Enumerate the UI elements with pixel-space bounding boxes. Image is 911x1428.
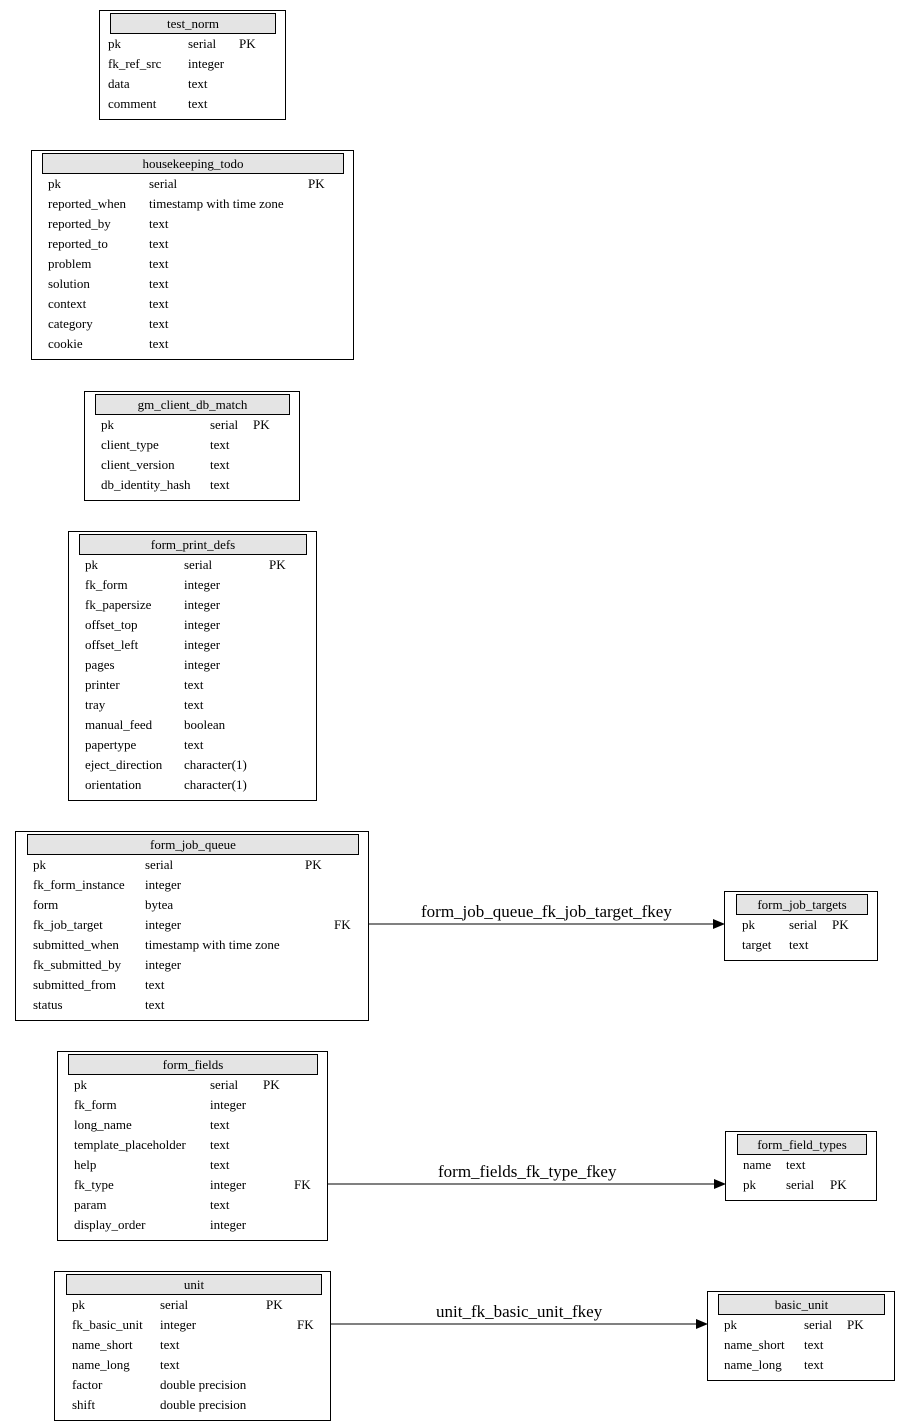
column-key: PK	[832, 917, 849, 932]
column-type: serial	[160, 1297, 189, 1312]
table-form-fields	[57, 1051, 328, 1241]
column-name: pk	[72, 1297, 85, 1312]
column-row	[58, 1135, 327, 1155]
column-row	[85, 475, 299, 495]
table-basic-unit	[707, 1291, 895, 1381]
column-row	[55, 1315, 330, 1335]
column-name: reported_when	[48, 196, 126, 211]
column-name: fk_ref_src	[108, 56, 162, 71]
column-row	[100, 94, 285, 114]
column-row	[100, 54, 285, 74]
column-row	[55, 1375, 330, 1395]
column-type: boolean	[184, 717, 226, 732]
column-name: fk_papersize	[85, 597, 152, 612]
column-type: serial	[210, 417, 239, 432]
column-name: pk	[108, 36, 121, 51]
column-name: long_name	[74, 1117, 132, 1132]
column-type: double precision	[160, 1377, 247, 1392]
column-type: text	[210, 1117, 230, 1132]
column-name: status	[33, 997, 63, 1012]
column-row	[85, 455, 299, 475]
column-type: integer	[210, 1097, 247, 1112]
column-name: offset_top	[85, 617, 138, 632]
relation-label: unit_fk_basic_unit_fkey	[436, 1302, 603, 1321]
column-row	[69, 775, 316, 795]
table-title: gm_client_db_match	[95, 394, 290, 415]
column-type: text	[149, 236, 169, 251]
column-row	[69, 575, 316, 595]
column-name: shift	[72, 1397, 96, 1412]
column-name: client_type	[101, 437, 159, 452]
column-row	[32, 334, 353, 354]
column-row	[16, 875, 368, 895]
column-key: FK	[334, 917, 351, 932]
column-row	[85, 435, 299, 455]
column-name: category	[48, 316, 93, 331]
column-type: integer	[184, 597, 221, 612]
column-name: pk	[74, 1077, 87, 1092]
column-name: name	[743, 1157, 772, 1172]
column-name: tray	[85, 697, 106, 712]
column-name: submitted_from	[33, 977, 117, 992]
column-row	[100, 34, 285, 54]
column-key: PK	[263, 1077, 280, 1092]
column-type: text	[160, 1357, 180, 1372]
column-row	[58, 1155, 327, 1175]
table-form-print-defs	[68, 531, 317, 801]
column-name: factor	[72, 1377, 103, 1392]
column-type: text	[160, 1337, 180, 1352]
column-row	[16, 975, 368, 995]
column-type: integer	[160, 1317, 197, 1332]
column-type: text	[804, 1337, 824, 1352]
column-name: name_long	[724, 1357, 782, 1372]
column-type: text	[210, 1157, 230, 1172]
column-name: pk	[33, 857, 46, 872]
column-name: fk_form	[74, 1097, 117, 1112]
column-row	[69, 735, 316, 755]
column-type: serial	[789, 917, 818, 932]
table-title: form_fields	[68, 1054, 318, 1075]
column-type: integer	[145, 877, 182, 892]
column-name: fk_type	[74, 1177, 114, 1192]
column-row	[58, 1115, 327, 1135]
column-name: papertype	[85, 737, 137, 752]
column-name: comment	[108, 96, 157, 111]
column-type: text	[804, 1357, 824, 1372]
column-type: text	[149, 316, 169, 331]
table-unit	[54, 1271, 331, 1421]
column-row	[32, 254, 353, 274]
column-type: integer	[210, 1177, 247, 1192]
column-name: printer	[85, 677, 120, 692]
column-type: text	[145, 977, 165, 992]
column-type: serial	[145, 857, 174, 872]
column-row	[58, 1195, 327, 1215]
column-type: text	[149, 336, 169, 351]
column-type: text	[184, 677, 204, 692]
column-row	[16, 895, 368, 915]
column-name: offset_left	[85, 637, 139, 652]
table-gm-client-db-match	[84, 391, 300, 501]
column-row	[32, 294, 353, 314]
column-row	[708, 1355, 894, 1375]
column-row	[32, 274, 353, 294]
relation-label: form_job_queue_fk_job_target_fkey	[421, 902, 672, 921]
column-name: manual_feed	[85, 717, 153, 732]
column-type: serial	[184, 557, 213, 572]
column-name: pk	[743, 1177, 756, 1192]
table-test-norm	[99, 10, 286, 120]
column-row	[58, 1175, 327, 1195]
column-type: serial	[786, 1177, 815, 1192]
column-row	[725, 915, 877, 935]
column-name: help	[74, 1157, 97, 1172]
column-row	[69, 615, 316, 635]
column-type: double precision	[160, 1397, 247, 1412]
column-key: PK	[253, 417, 270, 432]
column-key: PK	[308, 176, 325, 191]
column-row	[55, 1395, 330, 1415]
column-name: form	[33, 897, 59, 912]
column-name: name_short	[724, 1337, 785, 1352]
column-type: text	[210, 477, 230, 492]
column-row	[85, 415, 299, 435]
column-type: integer	[184, 637, 221, 652]
column-name: fk_job_target	[33, 917, 103, 932]
column-type: text	[188, 76, 208, 91]
column-type: text	[789, 937, 809, 952]
column-name: context	[48, 296, 87, 311]
table-title: form_job_queue	[27, 834, 359, 855]
column-type: character(1)	[184, 777, 247, 792]
column-row	[32, 214, 353, 234]
column-row	[32, 194, 353, 214]
table-title: form_print_defs	[79, 534, 307, 555]
relation-label: form_fields_fk_type_fkey	[438, 1162, 617, 1181]
column-type: text	[149, 296, 169, 311]
column-type: text	[184, 737, 204, 752]
column-type: text	[210, 457, 230, 472]
column-name: name_short	[72, 1337, 133, 1352]
column-type: text	[149, 256, 169, 271]
column-type: bytea	[145, 897, 174, 912]
column-name: problem	[48, 256, 92, 271]
column-key: FK	[297, 1317, 314, 1332]
column-type: integer	[145, 957, 182, 972]
column-key: FK	[294, 1177, 311, 1192]
column-name: param	[74, 1197, 107, 1212]
column-name: db_identity_hash	[101, 477, 191, 492]
column-name: solution	[48, 276, 90, 291]
column-type: text	[145, 997, 165, 1012]
column-name: pk	[724, 1317, 737, 1332]
column-type: text	[210, 1197, 230, 1212]
column-name: pk	[48, 176, 61, 191]
column-type: text	[184, 697, 204, 712]
column-row	[69, 655, 316, 675]
column-row	[726, 1155, 876, 1175]
table-housekeeping-todo	[31, 150, 354, 360]
column-type: serial	[188, 36, 217, 51]
column-type: integer	[184, 657, 221, 672]
column-type: timestamp with time zone	[149, 196, 284, 211]
column-row	[69, 755, 316, 775]
column-type: integer	[184, 617, 221, 632]
column-row	[69, 715, 316, 735]
table-title: form_job_targets	[736, 894, 868, 915]
column-name: eject_direction	[85, 757, 163, 772]
column-row	[726, 1175, 876, 1195]
column-name: data	[108, 76, 130, 91]
column-row	[16, 955, 368, 975]
column-name: name_long	[72, 1357, 130, 1372]
column-row	[32, 314, 353, 334]
column-name: pk	[742, 917, 755, 932]
column-name: display_order	[74, 1217, 146, 1232]
column-name: submitted_when	[33, 937, 119, 952]
column-type: integer	[188, 56, 225, 71]
column-type: text	[149, 216, 169, 231]
column-name: fk_form	[85, 577, 128, 592]
column-type: serial	[804, 1317, 833, 1332]
column-row	[55, 1355, 330, 1375]
column-row	[708, 1315, 894, 1335]
column-row	[69, 695, 316, 715]
table-title: unit	[66, 1274, 322, 1295]
table-title: form_field_types	[737, 1134, 867, 1155]
column-type: serial	[210, 1077, 239, 1092]
table-title: test_norm	[110, 13, 276, 34]
table-form-field-types	[725, 1131, 877, 1201]
column-name: pk	[101, 417, 114, 432]
column-row	[58, 1215, 327, 1235]
column-name: reported_to	[48, 236, 108, 251]
column-row	[100, 74, 285, 94]
column-row	[16, 915, 368, 935]
column-name: orientation	[85, 777, 142, 792]
column-name: target	[742, 937, 772, 952]
column-name: template_placeholder	[74, 1137, 186, 1152]
column-type: serial	[149, 176, 178, 191]
column-type: timestamp with time zone	[145, 937, 280, 952]
column-row	[58, 1095, 327, 1115]
column-row	[16, 935, 368, 955]
table-form-job-targets	[724, 891, 878, 961]
column-type: integer	[145, 917, 182, 932]
column-type: text	[149, 276, 169, 291]
column-row	[55, 1335, 330, 1355]
column-name: fk_basic_unit	[72, 1317, 143, 1332]
column-key: PK	[847, 1317, 864, 1332]
column-key: PK	[239, 36, 256, 51]
column-row	[69, 635, 316, 655]
column-type: character(1)	[184, 757, 247, 772]
table-title: basic_unit	[718, 1294, 885, 1315]
column-type: text	[786, 1157, 806, 1172]
column-type: integer	[210, 1217, 247, 1232]
column-row	[55, 1295, 330, 1315]
column-type: text	[210, 437, 230, 452]
column-key: PK	[305, 857, 322, 872]
column-name: fk_form_instance	[33, 877, 125, 892]
column-type: integer	[184, 577, 221, 592]
column-row	[32, 174, 353, 194]
column-type: text	[188, 96, 208, 111]
column-row	[16, 855, 368, 875]
column-row	[708, 1335, 894, 1355]
column-name: client_version	[101, 457, 175, 472]
column-key: PK	[266, 1297, 283, 1312]
column-row	[16, 995, 368, 1015]
column-name: fk_submitted_by	[33, 957, 122, 972]
column-row	[725, 935, 877, 955]
column-key: PK	[269, 557, 286, 572]
column-key: PK	[830, 1177, 847, 1192]
column-type: text	[210, 1137, 230, 1152]
column-row	[69, 675, 316, 695]
table-form-job-queue	[15, 831, 369, 1021]
column-row	[58, 1075, 327, 1095]
column-name: pages	[85, 657, 115, 672]
column-row	[32, 234, 353, 254]
column-row	[69, 555, 316, 575]
column-name: reported_by	[48, 216, 111, 231]
column-name: cookie	[48, 336, 83, 351]
column-row	[69, 595, 316, 615]
table-title: housekeeping_todo	[42, 153, 344, 174]
column-name: pk	[85, 557, 98, 572]
